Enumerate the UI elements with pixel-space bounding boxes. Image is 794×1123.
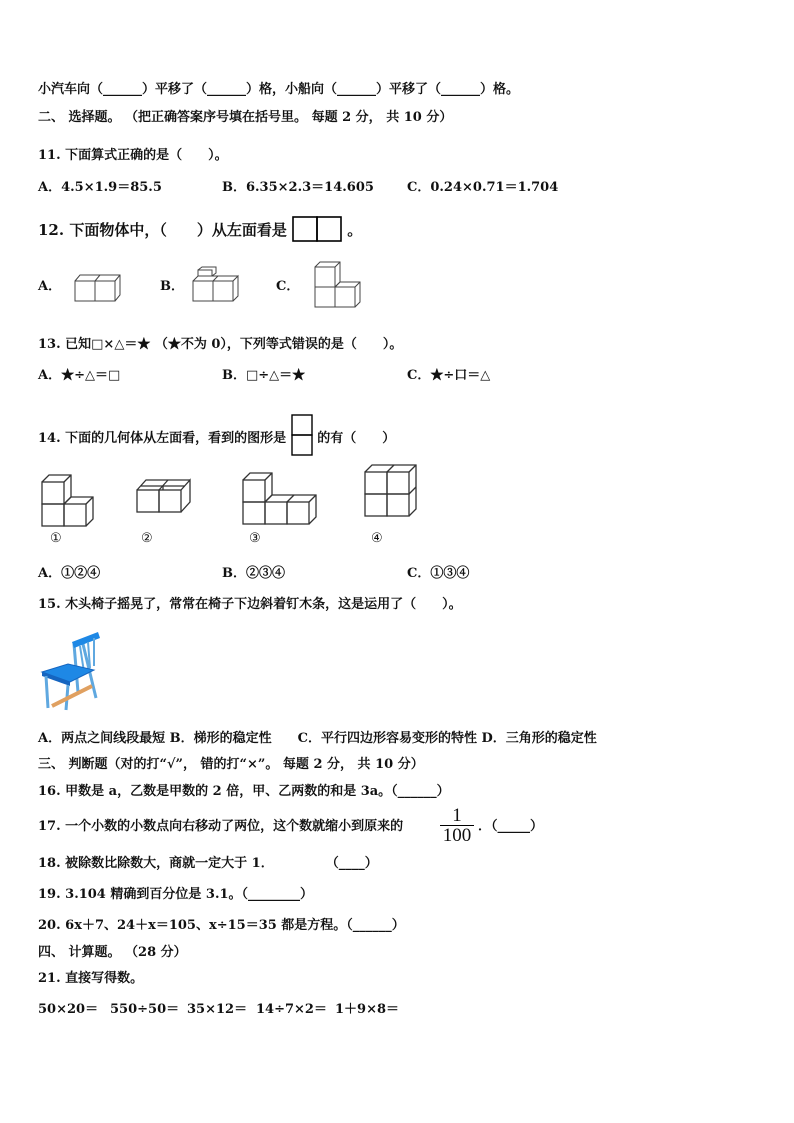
fraction-denominator: 100 <box>442 825 472 846</box>
fraction-numerator: 1 <box>440 806 474 826</box>
question-14-end: 的有（ ） <box>317 431 396 446</box>
q12-option-c: C． <box>276 279 300 294</box>
q12-option-a: A． <box>38 279 62 294</box>
calc-item: 1＋9×8＝ <box>335 1002 400 1017</box>
section-heading-choice: 二、 选择题。 （把正确答案序号填在括号里。 每题 2 分， 共 10 分） <box>38 110 453 125</box>
calc-item: 35×12＝ <box>187 1002 248 1017</box>
section-heading-calculation: 四、 计算题。 （28 分） <box>38 945 187 960</box>
cube-figure-b <box>190 266 242 304</box>
figure-label-2: ② <box>141 531 153 546</box>
question-13: 13. 已知□×△＝★ （★不为 0），下列等式错误的是（ ）。 <box>38 337 403 352</box>
q11-option-a: A．4.5×1.9＝85.5 <box>38 180 162 195</box>
question-18: 18. 被除数比除数大，商就一定大于 1． （____） <box>38 856 378 871</box>
q13-option-b: B．□÷△＝★ <box>222 368 306 383</box>
solid-figure-3 <box>241 470 323 528</box>
solid-figure-4 <box>363 462 423 520</box>
figure-label-3: ③ <box>249 531 261 546</box>
solid-figure-1 <box>40 472 100 528</box>
figure-label-4: ④ <box>371 531 383 546</box>
calc-item: 50×20＝ <box>38 1002 99 1017</box>
two-square-view-icon <box>292 216 342 242</box>
cube-figure-c <box>311 260 363 310</box>
question-20: 20. 6x＋7、24＋x＝105、x÷15＝35 都是方程。（______） <box>38 918 405 933</box>
calc-item: 14÷7×2＝ <box>256 1002 327 1017</box>
q14-option-a: A．①②④ <box>38 566 101 581</box>
q11-option-c: C．0.24×0.71＝1.704 <box>407 180 559 195</box>
cube-figure-a <box>72 272 124 304</box>
question-21: 21. 直接写得数。 <box>38 971 144 986</box>
solid-figure-2 <box>135 474 197 516</box>
question-17: 17. 一个小数的小数点向右移动了两位，这个数就缩小到原来的 <box>38 819 404 834</box>
question-16: 16. 甲数是 a，乙数是甲数的 2 倍，甲、乙两数的和是 3a。（______） <box>38 784 450 799</box>
question-11: 11. 下面算式正确的是（ ）。 <box>38 148 228 163</box>
q13-option-c: C．★÷口＝△ <box>407 368 491 383</box>
question-12 <box>38 216 362 242</box>
fraction-one-hundredth <box>440 806 474 845</box>
chair-illustration <box>38 628 106 712</box>
question-14-text: 14. 下面的几何体从左面看，看到的图形是 <box>38 431 287 446</box>
calc-item: 550÷50＝ <box>110 1002 180 1017</box>
q15-options: A．两点之间线段最短 B．梯形的稳定性 C．平行四边形容易变形的特性 D．三角形的稳定性 <box>38 731 597 746</box>
q13-option-a: A．★÷△＝□ <box>38 368 121 383</box>
question-12-text: 12. 下面物体中，（ ）从左面看是 <box>38 221 287 239</box>
q11-option-b: B．6.35×2.3＝14.605 <box>222 180 374 195</box>
question-19: 19. 3.104 精确到百分位是 3.1。（________） <box>38 887 314 902</box>
question-12-end: 。 <box>347 221 363 239</box>
q14-option-c: C．①③④ <box>407 566 470 581</box>
question-14 <box>38 414 395 456</box>
figure-label-1: ① <box>50 531 62 546</box>
vertical-two-square-icon <box>291 414 313 456</box>
q14-option-b: B．②③④ <box>222 566 285 581</box>
q12-option-b: B． <box>160 279 184 294</box>
question-fill-line: 小汽车向（______）平移了（______）格，小船向（______）平移了（______）格。 <box>38 82 520 97</box>
section-heading-judgment: 三、 判断题（对的打“√”， 错的打“×”。 每题 2 分， 共 10 分） <box>38 757 424 772</box>
question-15: 15. 木头椅子摇晃了，常常在椅子下边斜着钉木条，这是运用了（ ）。 <box>38 597 462 612</box>
question-17-blank: ．（_____） <box>478 819 544 834</box>
